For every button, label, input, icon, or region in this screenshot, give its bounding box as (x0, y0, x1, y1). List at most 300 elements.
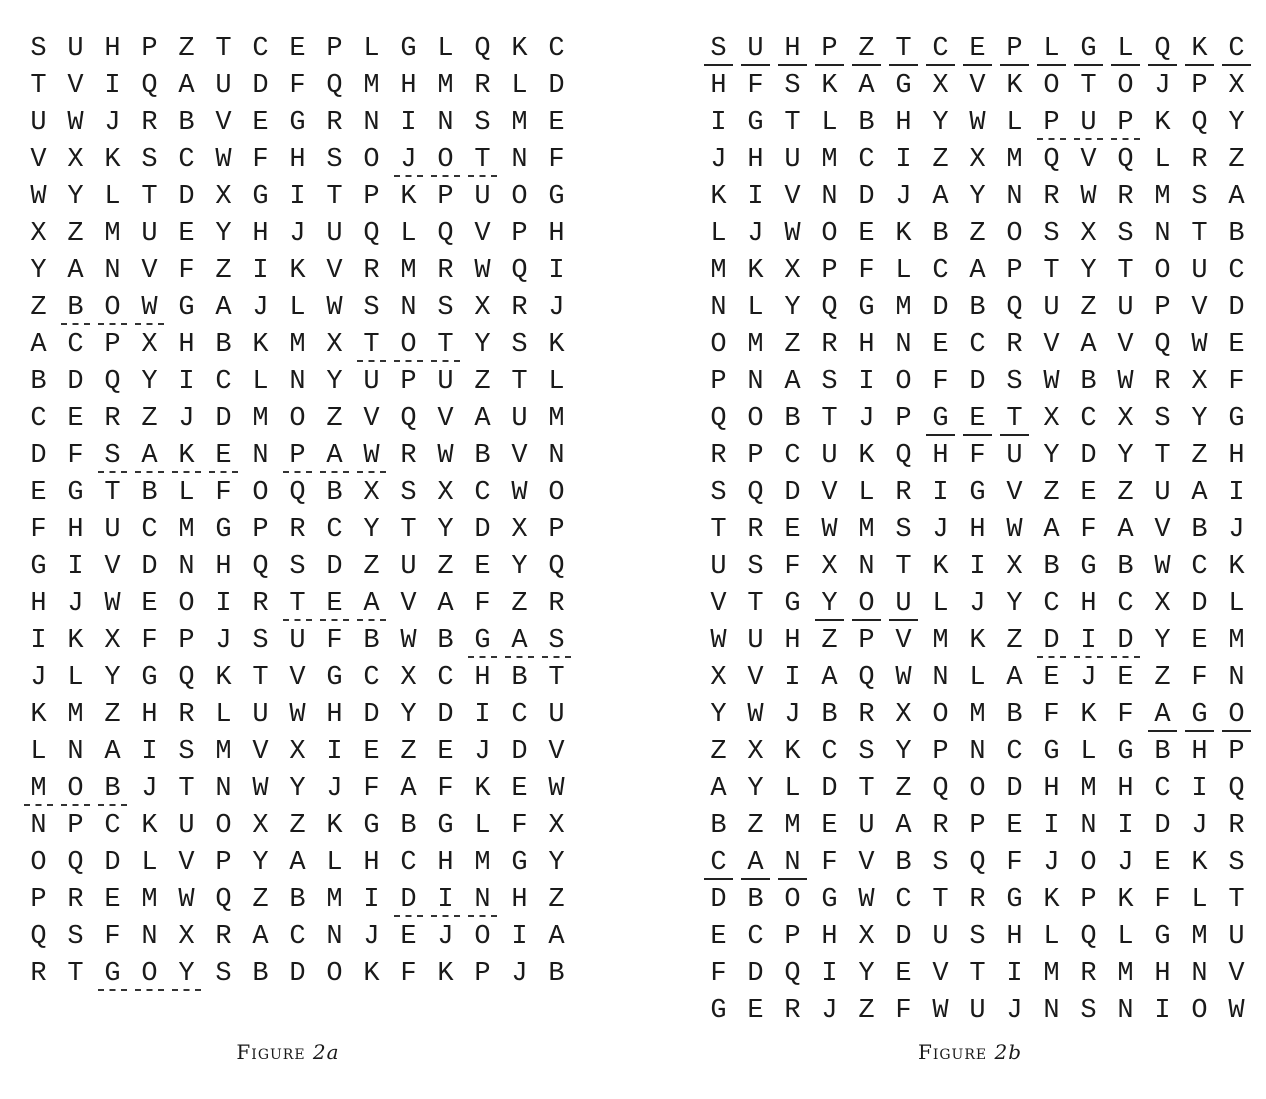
grid-letter: O (289, 404, 306, 434)
grid-letter: G (1070, 31, 1107, 68)
grid-letter: N (289, 367, 306, 397)
grid-letter: W (1043, 367, 1060, 397)
grid-letter: N (326, 922, 343, 952)
grid-letter: P (895, 404, 912, 434)
grid-letter: V (969, 71, 986, 101)
grid-letter: H (1228, 441, 1245, 471)
grid-letter: Y (511, 552, 528, 582)
grid-letter: I (400, 108, 417, 138)
grid-letter: Y (363, 515, 380, 545)
grid-letter: S (30, 34, 47, 64)
grid-letter: E (959, 31, 996, 68)
grid-letter: B (1080, 367, 1097, 397)
grid-letter: I (821, 959, 838, 989)
grid-letter: Q (511, 256, 528, 286)
grid-letter: K (1154, 108, 1171, 138)
grid-letter: H (710, 71, 727, 101)
grid-letter: Z (858, 996, 875, 1026)
grid-letter: T (279, 586, 316, 623)
grid-letter: S (858, 737, 875, 767)
grid-letter: D (784, 478, 801, 508)
grid-letter: K (67, 626, 84, 656)
grid-letter: L (326, 848, 343, 878)
grid-letter: W (1080, 182, 1097, 212)
grid-letter: S (326, 145, 343, 175)
grid-letter: F (1228, 367, 1245, 397)
grid-letter: X (1228, 71, 1245, 101)
grid-letter: V (511, 441, 528, 471)
grid-letter: O (1191, 996, 1208, 1026)
grid-letter: X (363, 478, 380, 508)
grid-letter: P (858, 626, 875, 656)
grid-letter: X (437, 478, 454, 508)
grid-letter: A (353, 586, 390, 623)
grid-letter: I (30, 626, 47, 656)
grid-letter: Y (784, 293, 801, 323)
grid-letter: P (215, 848, 232, 878)
grid-letter: L (511, 71, 528, 101)
grid-letter: Q (969, 848, 986, 878)
grid-letter: W (215, 145, 232, 175)
grid-letter: E (821, 811, 838, 841)
grid-letter: Y (400, 700, 417, 730)
grid-letter: F (141, 626, 158, 656)
grid-letter: R (821, 330, 838, 360)
grid-letter: B (1117, 552, 1134, 582)
grid-letter: C (1228, 256, 1245, 286)
grid-letter: R (969, 885, 986, 915)
grid-letter: O (1006, 219, 1023, 249)
grid-letter: S (1043, 219, 1060, 249)
grid-letter: E (252, 108, 269, 138)
grid-letter: H (1043, 774, 1060, 804)
grid-letter: L (548, 367, 565, 397)
grid-letter: A (895, 811, 912, 841)
grid-letter: F (252, 145, 269, 175)
grid-letter: M (1191, 922, 1208, 952)
grid-letter: P (710, 367, 727, 397)
letter-grid-2b (700, 31, 1255, 1030)
grid-letter: F (67, 441, 84, 471)
grid-letter: N (464, 882, 501, 919)
grid-letter: O (1218, 697, 1255, 734)
grid-letter: Z (895, 774, 912, 804)
grid-letter: E (30, 478, 47, 508)
grid-letter: A (1117, 515, 1134, 545)
grid-letter: B (1191, 515, 1208, 545)
grid-letter: F (178, 256, 195, 286)
grid-letter: S (538, 623, 575, 660)
caption-word: Figure (236, 1040, 306, 1064)
grid-letter: N (178, 552, 195, 582)
grid-letter: V (1191, 293, 1208, 323)
grid-letter: P (1107, 105, 1144, 142)
grid-letter: O (1154, 256, 1171, 286)
grid-letter: P (548, 515, 565, 545)
grid-letter: G (710, 996, 727, 1026)
grid-letter: D (474, 515, 491, 545)
grid-letter: V (474, 219, 491, 249)
grid-letter: H (141, 700, 158, 730)
grid-letter: P (141, 34, 158, 64)
grid-letter: U (67, 34, 84, 64)
grid-letter: R (710, 441, 727, 471)
grid-letter: B (858, 108, 875, 138)
grid-letter: M (141, 885, 158, 915)
grid-letter: U (178, 811, 195, 841)
grid-letter: N (400, 293, 417, 323)
grid-letter: A (969, 256, 986, 286)
grid-row (20, 660, 575, 697)
grid-letter: B (784, 404, 801, 434)
grid-letter: M (104, 219, 121, 249)
grid-letter: C (178, 145, 195, 175)
grid-letter: Q (215, 885, 232, 915)
grid-letter: B (400, 811, 417, 841)
grid-letter: T (67, 959, 84, 989)
grid-letter: T (1043, 256, 1060, 286)
grid-letter: W (747, 700, 764, 730)
grid-letter: D (30, 441, 47, 471)
grid-letter: M (548, 404, 565, 434)
grid-letter: L (252, 367, 269, 397)
grid-letter: I (932, 478, 949, 508)
grid-row (20, 327, 575, 364)
grid-letter: E (784, 515, 801, 545)
grid-letter: S (1154, 404, 1171, 434)
grid-row (700, 438, 1255, 475)
grid-letter: O (1080, 848, 1097, 878)
grid-letter: R (1117, 182, 1134, 212)
grid-letter: A (252, 922, 269, 952)
grid-letter: O (252, 478, 269, 508)
grid-row (20, 845, 575, 882)
grid-letter: U (104, 515, 121, 545)
grid-letter: N (1006, 182, 1023, 212)
grid-letter: Z (178, 34, 195, 64)
grid-letter: I (289, 182, 306, 212)
grid-letter: K (289, 256, 306, 286)
grid-letter: D (1080, 441, 1097, 471)
grid-letter: D (1228, 293, 1245, 323)
grid-letter: C (1080, 404, 1097, 434)
grid-letter: N (437, 108, 454, 138)
grid-letter: O (215, 811, 232, 841)
grid-letter: S (511, 330, 528, 360)
grid-letter: Y (1228, 108, 1245, 138)
grid-letter: M (511, 108, 528, 138)
grid-letter: M (215, 737, 232, 767)
grid-letter: K (747, 256, 764, 286)
grid-letter: U (737, 31, 774, 68)
grid-letter: R (747, 515, 764, 545)
grid-letter: Q (1006, 293, 1023, 323)
grid-letter: G (141, 663, 158, 693)
grid-letter: W (1191, 330, 1208, 360)
grid-letter: Y (811, 586, 848, 623)
grid-letter: C (215, 367, 232, 397)
grid-letter: U (30, 108, 47, 138)
grid-letter: N (710, 293, 727, 323)
grid-letter: Y (141, 367, 158, 397)
grid-letter: E (363, 737, 380, 767)
grid-letter: Y (252, 848, 269, 878)
grid-letter: N (511, 145, 528, 175)
grid-letter: H (1006, 922, 1023, 952)
grid-letter: I (104, 71, 121, 101)
grid-letter: S (289, 552, 306, 582)
grid-row (700, 364, 1255, 401)
grid-letter: M (289, 330, 306, 360)
grid-row (700, 919, 1255, 956)
grid-letter: J (289, 219, 306, 249)
grid-letter: T (400, 515, 417, 545)
grid-letter: F (1154, 885, 1171, 915)
grid-letter: K (326, 811, 343, 841)
grid-letter: Q (67, 848, 84, 878)
grid-letter: M (895, 293, 912, 323)
grid-row (20, 105, 575, 142)
grid-letter: M (1228, 626, 1245, 656)
grid-letter: J (821, 996, 838, 1026)
grid-letter: I (548, 256, 565, 286)
grid-letter: I (1006, 959, 1023, 989)
grid-letter: F (363, 774, 380, 804)
grid-letter: W (969, 108, 986, 138)
grid-letter: R (141, 108, 158, 138)
grid-letter: D (858, 182, 875, 212)
grid-letter: L (1191, 885, 1208, 915)
grid-letter: V (821, 478, 838, 508)
grid-letter: C (922, 31, 959, 68)
grid-letter: T (511, 367, 528, 397)
grid-row (20, 549, 575, 586)
grid-letter: T (215, 34, 232, 64)
grid-letter: U (363, 367, 380, 397)
grid-letter: Y (168, 956, 205, 993)
grid-letter: J (1006, 996, 1023, 1026)
grid-letter: M (437, 71, 454, 101)
grid-letter: I (67, 552, 84, 582)
grid-letter: R (1080, 959, 1097, 989)
grid-row (20, 512, 575, 549)
grid-letter: I (326, 737, 343, 767)
grid-letter: P (104, 330, 121, 360)
grid-letter: C (1006, 737, 1023, 767)
grid-letter: M (1080, 774, 1097, 804)
grid-letter: H (858, 330, 875, 360)
grid-letter: D (932, 293, 949, 323)
grid-letter: E (747, 996, 764, 1026)
grid-letter: A (30, 330, 47, 360)
grid-letter: T (932, 885, 949, 915)
grid-letter: R (474, 71, 491, 101)
grid-letter: H (363, 848, 380, 878)
grid-letter: H (104, 34, 121, 64)
grid-letter: M (326, 885, 343, 915)
grid-letter: L (1043, 922, 1060, 952)
grid-letter: X (30, 219, 47, 249)
grid-letter: H (178, 330, 195, 360)
grid-letter: F (710, 959, 727, 989)
grid-letter: D (141, 552, 158, 582)
grid-letter: T (464, 142, 501, 179)
grid-letter: C (858, 145, 875, 175)
grid-letter: Q (178, 663, 195, 693)
grid-row (700, 808, 1255, 845)
grid-letter: J (1228, 515, 1245, 545)
grid-letter: X (326, 330, 343, 360)
grid-letter: Y (1006, 589, 1023, 619)
grid-letter: D (511, 737, 528, 767)
grid-letter: J (1080, 663, 1097, 693)
grid-letter: U (784, 145, 801, 175)
grid-letter: V (710, 589, 727, 619)
grid-letter: U (252, 700, 269, 730)
grid-letter: M (858, 515, 875, 545)
grid-letter: Q (1191, 108, 1208, 138)
grid-letter: K (400, 182, 417, 212)
grid-letter: M (1117, 959, 1134, 989)
grid-letter: P (1154, 293, 1171, 323)
grid-letter: F (784, 552, 801, 582)
grid-letter: H (932, 441, 949, 471)
grid-letter: L (821, 108, 838, 138)
grid-row (20, 808, 575, 845)
grid-letter: F (1006, 848, 1023, 878)
grid-letter: L (1107, 31, 1144, 68)
grid-letter: X (1043, 404, 1060, 434)
grid-letter: F (400, 959, 417, 989)
grid-letter: Y (548, 848, 565, 878)
grid-letter: R (895, 478, 912, 508)
grid-letter: I (1043, 811, 1060, 841)
grid-letter: D (437, 700, 454, 730)
grid-letter: T (1154, 441, 1171, 471)
grid-row (20, 216, 575, 253)
grid-letter: S (474, 108, 491, 138)
grid-letter: V (215, 108, 232, 138)
grid-letter: U (932, 922, 949, 952)
grid-letter: P (178, 626, 195, 656)
grid-letter: B (511, 663, 528, 693)
grid-letter: S (1191, 182, 1208, 212)
grid-letter: T (895, 552, 912, 582)
grid-letter: C (474, 478, 491, 508)
grid-letter: C (784, 441, 801, 471)
grid-letter: J (30, 663, 47, 693)
grid-letter: U (474, 182, 491, 212)
grid-row (20, 438, 575, 475)
grid-letter: Y (932, 108, 949, 138)
grid-row (700, 327, 1255, 364)
grid-letter: C (895, 885, 912, 915)
grid-letter: N (363, 108, 380, 138)
grid-letter: U (1154, 478, 1171, 508)
grid-letter: Y (474, 330, 491, 360)
grid-letter: M (1006, 145, 1023, 175)
grid-letter: F (437, 774, 454, 804)
grid-letter: G (67, 478, 84, 508)
grid-letter: X (104, 626, 121, 656)
grid-letter: I (474, 700, 491, 730)
grid-row (700, 734, 1255, 771)
grid-letter: P (996, 31, 1033, 68)
grid-letter: T (252, 663, 269, 693)
grid-letter: M (363, 71, 380, 101)
grid-letter: D (710, 885, 727, 915)
grid-letter: W (858, 885, 875, 915)
grid-letter: T (548, 663, 565, 693)
grid-letter: L (363, 34, 380, 64)
grid-letter: G (326, 663, 343, 693)
grid-letter: Y (710, 700, 727, 730)
grid-letter: U (1043, 293, 1060, 323)
grid-letter: C (363, 663, 380, 693)
grid-letter: T (353, 327, 390, 364)
grid-letter: L (1080, 737, 1097, 767)
grid-letter: C (1218, 31, 1255, 68)
grid-letter: M (710, 256, 727, 286)
grid-letter: D (215, 404, 232, 434)
grid-letter: R (858, 700, 875, 730)
grid-letter: G (858, 293, 875, 323)
grid-row (700, 105, 1255, 142)
grid-letter: N (30, 811, 47, 841)
grid-letter: N (774, 845, 811, 882)
grid-letter: Z (326, 404, 343, 434)
grid-letter: S (1228, 848, 1245, 878)
grid-letter: J (437, 922, 454, 952)
grid-letter: X (67, 145, 84, 175)
grid-letter: C (252, 34, 269, 64)
grid-letter: O (363, 145, 380, 175)
grid-letter: F (1191, 663, 1208, 693)
grid-letter: F (969, 441, 986, 471)
grid-letter: Z (710, 737, 727, 767)
grid-row (700, 549, 1255, 586)
grid-letter: S (895, 515, 912, 545)
grid-letter: H (400, 71, 417, 101)
grid-row (20, 919, 575, 956)
grid-letter: O (821, 219, 838, 249)
grid-letter: Q (895, 441, 912, 471)
grid-letter: E (895, 959, 912, 989)
grid-letter: P (811, 31, 848, 68)
grid-letter: E (1154, 848, 1171, 878)
grid-letter: W (326, 293, 343, 323)
grid-letter: G (289, 108, 306, 138)
grid-letter: G (30, 552, 47, 582)
grid-letter: J (178, 404, 195, 434)
grid-letter: A (1144, 697, 1181, 734)
grid-row (700, 660, 1255, 697)
grid-letter: Y (215, 219, 232, 249)
grid-letter: W (784, 219, 801, 249)
grid-letter: B (215, 330, 232, 360)
grid-letter: X (747, 737, 764, 767)
grid-letter: J (747, 219, 764, 249)
grid-letter: V (858, 848, 875, 878)
grid-letter: P (1033, 105, 1070, 142)
grid-letter: W (710, 626, 727, 656)
grid-letter: A (501, 623, 538, 660)
grid-letter: Q (30, 922, 47, 952)
grid-row (700, 993, 1255, 1030)
grid-letter: A (1228, 182, 1245, 212)
grid-letter: M (178, 515, 195, 545)
grid-letter: L (215, 700, 232, 730)
